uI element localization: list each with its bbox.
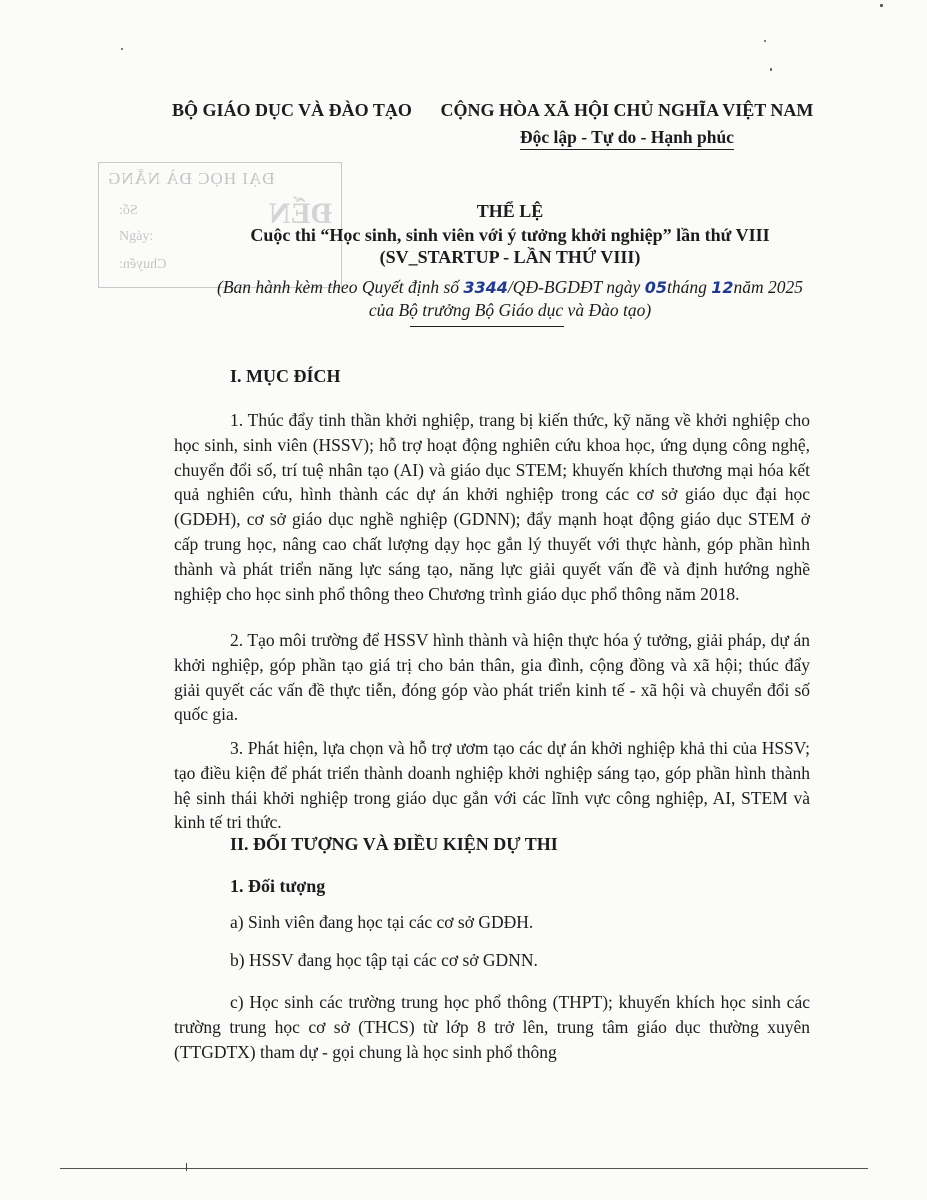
stamp-incoming-mark: ĐẾN [269, 197, 333, 230]
stamp-forward-label: Chuyển: [119, 257, 167, 272]
section-1-paragraph-2: 2. Tạo môi trường để HSSV hình thành và hiện thực hóa ý tưởng, giải pháp, dự án khởi nghiệp, góp phần tạo giá trị cho bản thân, gia đình, cộng đồng và xã hội; thúc đẩy giải quyết các vấn đề thực tiễn, đóng góp vào phát triển kinh tế - xã hội và chuyển đổi số quốc gia. [174, 630, 810, 725]
section-1-paragraph-1: 1. Thúc đẩy tinh thần khởi nghiệp, trang bị kiến thức, kỹ năng về khởi nghiệp cho học sinh, sinh viên (HSSV); hỗ trợ hoạt động nghiên cứu khoa học, ứng dụng công nghệ, chuyển đổi số, trí tuệ nhân tạo (AI) và giáo dục STEM; khuyến khích thương mại hóa kết quả nghiên cứu, hình thành các dự án khởi nghiệp trong các cơ sở giáo dục đại học (GDĐH), cơ sở giáo dục nghề nghiệp (GDNN); đẩy mạnh hoạt động giáo dục STEM ở cấp trung học, nâng cao chất lượng dạy học gắn lý thuyết với thực hành, góp phần hình thành và phát triển năng lực sáng tạo, năng lực giải quyết vấn đề và định hướng nghề nghiệp cho học sinh phổ thông theo Chương trình giáo dục phổ thông năm 2018. [174, 410, 810, 604]
section-2-heading: II. ĐỐI TƯỢNG VÀ ĐIỀU KIỆN DỰ THI [230, 834, 558, 854]
scan-speck [121, 48, 123, 50]
decision-prefix: (Ban hành kèm theo Quyết định số [217, 277, 460, 297]
decision-month-handwritten: 12 [711, 278, 734, 297]
title-divider [410, 326, 564, 327]
decision-month-label: tháng [666, 277, 707, 297]
scan-speck [770, 68, 772, 71]
stamp-date-label: Ngày: [119, 229, 154, 244]
section-1-heading: I. MỤC ĐÍCH [230, 366, 341, 386]
decision-year: năm 2025 [733, 277, 803, 297]
stamp-title: ĐẠI HỌC ĐÀ NẴNG [107, 169, 275, 188]
footer-tick [186, 1163, 187, 1171]
eligibility-item-c: c) Học sinh các trường trung học phổ thông (THPT); khuyến khích học sinh các trường trung học cơ sở (THCS) từ lớp 8 trở lên, trung tâm giáo dục thường xuyên (TTGDTX) tham dự - gọi chung là học sinh phổ thông [174, 992, 810, 1062]
decision-line [130, 276, 890, 299]
stamp-number-label: Số: [119, 203, 138, 218]
section-2-subheading-1: 1. Đối tượng [230, 876, 326, 896]
eligibility-item-a: a) Sinh viên đang học tại các cơ sở GDĐH. [230, 912, 534, 932]
ministry-name: BỘ GIÁO DỤC VÀ ĐÀO TẠO [172, 100, 412, 120]
title-block [130, 200, 890, 321]
national-motto: Độc lập - Tự do - Hạnh phúc [520, 127, 734, 150]
footer-rule [60, 1168, 868, 1169]
scan-speck [880, 4, 883, 7]
scan-speck [764, 40, 766, 42]
decision-issuer: của Bộ trưởng Bộ Giáo dục và Đào tạo) [368, 300, 652, 320]
document-heading: THỂ LỆ [476, 201, 544, 221]
eligibility-item-b: b) HSSV đang học tập tại các cơ sở GDNN. [230, 950, 538, 970]
section-1-paragraph-3: 3. Phát hiện, lựa chọn và hỗ trợ ươm tạo các dự án khởi nghiệp khả thi của HSSV; tạo điều kiện để phát triển thành doanh nghiệp khởi nghiệp sáng tạo, góp phần hình thành hệ sinh thái khởi nghiệp trong giáo dục gắn với các lĩnh vực công nghiệp, AI, STEM và kinh tế tri thức. [174, 738, 810, 833]
contest-title: Cuộc thi “Học sinh, sinh viên với ý tưởng khởi nghiệp” lần thứ VIII [250, 225, 770, 245]
decision-number-handwritten: 3344 [463, 278, 508, 297]
decision-day-handwritten: 05 [644, 278, 667, 297]
country-header [432, 100, 822, 150]
country-name: CỘNG HÒA XÃ HỘI CHỦ NGHĨA VIỆT NAM [440, 100, 814, 120]
decision-code: /QĐ-BGDĐT ngày [507, 277, 641, 297]
contest-short-name: (SV_STARTUP - LẦN THỨ VIII) [379, 247, 641, 267]
